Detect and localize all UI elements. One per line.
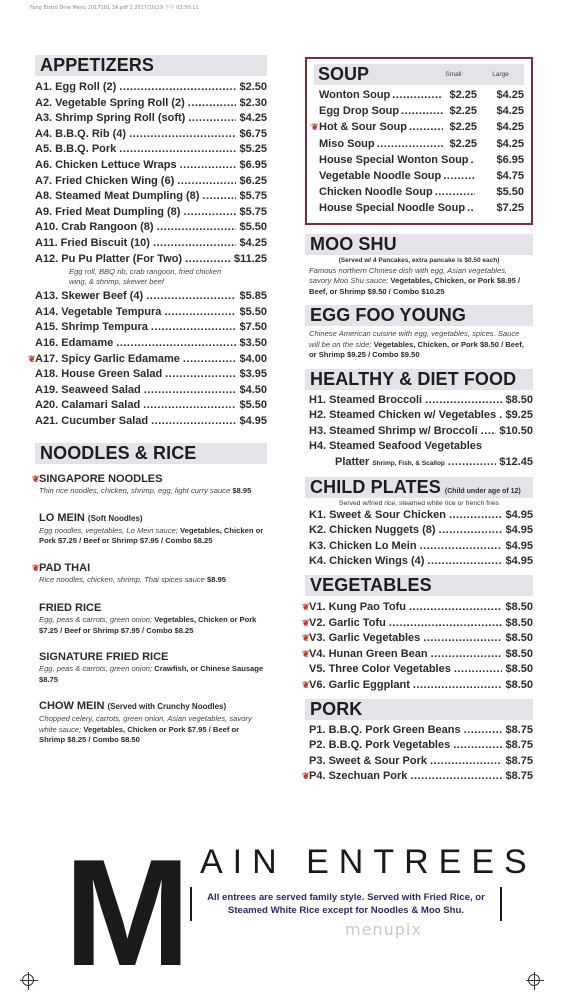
soup-name: Hot & Sour Soup [319, 121, 407, 134]
leader-dots [439, 523, 503, 539]
menu-item-row [35, 305, 267, 321]
soup-header [314, 64, 524, 85]
pork-header [305, 699, 533, 720]
soup-name: Egg Drop Soup [319, 105, 400, 118]
item-name: A5. B.B.Q. Pork [35, 143, 117, 156]
menu-item-row [35, 252, 267, 268]
leader-dots [202, 189, 236, 205]
menu-item-row [309, 523, 533, 539]
item-name: K4. Chicken Wings (4) [309, 555, 425, 568]
item-name: A10. Crab Rangoon (8) [35, 221, 154, 234]
leader-dots [409, 600, 503, 616]
item-price: $2.50 [239, 81, 267, 93]
soup-large-price: $4.25 [496, 137, 524, 150]
pepper-icon: ❦ [32, 562, 40, 573]
menu-item-row [302, 647, 533, 663]
leader-dots [464, 723, 503, 739]
signature-desc: Egg, peas & carrots, green onion; [39, 664, 153, 674]
healthy-h4: H4. Steamed Seafood Vegetables [309, 440, 483, 453]
item-price: $8.75 [505, 770, 533, 783]
noodles-header [35, 443, 267, 464]
item-price: $4.25 [239, 236, 267, 249]
leader-dots [392, 87, 443, 103]
h4-sub: Shrimp, Fish, & Scallop [372, 460, 445, 467]
h4-price: $12.45 [499, 456, 533, 468]
soup-name: House Special Noodle Soup [319, 202, 466, 215]
padthai-price: $8.95 [207, 574, 227, 584]
item-price: $3.95 [239, 368, 267, 381]
pupu-desc: Egg roll, BBQ rib, crab rangoon, fried chicken wing, & shrimp, skewer beef [69, 267, 222, 287]
eggfoo-desc: Chinese American cuisine with egg, vegetables, spices. Sauce will be on the side; [309, 329, 520, 349]
pepper-icon: ❦ [32, 474, 40, 485]
soup-small-label: Small [445, 71, 462, 78]
leader-dots [471, 152, 475, 168]
menu-item-row [302, 678, 533, 694]
menu-item-row [309, 754, 533, 770]
soup-large-price: $5.50 [496, 186, 524, 199]
leader-dots [157, 220, 237, 236]
soup-item-row [314, 200, 524, 216]
item-name: A2. Vegetable Spring Roll (2) [35, 96, 185, 109]
leader-dots [151, 320, 237, 336]
leader-dots [430, 754, 502, 770]
item-price: $8.50 [505, 393, 533, 406]
menu-item-row [309, 393, 533, 409]
leader-dots [164, 305, 236, 321]
signature-options: Crawfish, or Chinese Sausage $8.75 [39, 664, 264, 684]
item-price: $8.50 [505, 616, 533, 629]
child-header [305, 477, 533, 498]
item-name: V4. Hunan Green Bean [309, 647, 428, 660]
registration-mark [22, 974, 34, 986]
item-price: $4.95 [505, 539, 533, 552]
chowmein-options: Vegetables, Chicken or Pork $7.95 / Beef or Shrimp $8.25 / Combo $8.50 [39, 724, 240, 745]
menu-item-row [35, 174, 267, 190]
eggfoo-title: EGG FOO YOUNG [310, 305, 466, 326]
soup-large-price: $4.75 [496, 170, 524, 183]
soup-large-label: Large [492, 71, 509, 78]
item-name: V6. Garlic Eggplant [309, 678, 410, 691]
menu-item-row [35, 220, 267, 236]
item-price: $8.50 [505, 663, 533, 676]
menu-item-row [35, 336, 267, 352]
leader-dots [129, 127, 236, 143]
menu-item-row [309, 723, 533, 739]
menu-item-row [35, 320, 267, 336]
item-name: V3. Garlic Vegetables [309, 632, 421, 645]
leader-dots [116, 336, 236, 352]
leader-dots [467, 200, 475, 216]
pepper-icon: ❦ [302, 601, 310, 612]
leader-dots [165, 367, 236, 383]
leader-dots [183, 352, 237, 368]
veg-list [302, 600, 533, 694]
menu-item-row [35, 236, 267, 252]
child-list [305, 508, 533, 570]
leader-dots [151, 414, 236, 430]
item-price: $8.75 [505, 723, 533, 736]
item-name: A13. Skewer Beef (4) [35, 290, 144, 303]
noodle-signature [35, 650, 267, 685]
mooshu-options: Vegetables, Chicken, or Pork $8.95 / Beef, or Shrimp $9.50 / Combo $10.25 [309, 276, 521, 296]
item-price: $5.50 [239, 305, 267, 318]
item-name: P2. B.B.Q. Pork Vegetables [309, 739, 451, 752]
watermark: menupix [345, 920, 422, 939]
child-note: Served w/fried rice, steamed white rice or french fries [338, 499, 500, 507]
chowmein-desc: Chopped celery, carrots, green onion, Asian vegetables, savory white sauce; [39, 714, 252, 734]
item-name: A8. Steamed Meat Dumpling (8) [35, 190, 200, 203]
item-price: $10.50 [499, 424, 533, 437]
appetizers-list-2 [28, 289, 267, 429]
signature-name: SIGNATURE FRIED RICE [39, 651, 169, 664]
leader-dots [188, 111, 236, 127]
item-name: A1. Egg Roll (2) [35, 81, 117, 93]
leader-dots [453, 738, 502, 754]
friedrice-options: Vegetables, Chicken or Pork $7.25 / Beef or Shrimp $7.95 / Combo $8.25 [39, 615, 257, 635]
item-price: $4.95 [505, 524, 533, 537]
soup-box [305, 57, 533, 225]
soup-item-row [314, 184, 524, 200]
item-name: A15. Shrimp Tempura [35, 321, 148, 334]
menu-item-row [35, 96, 267, 112]
chowmein-sub: (Served with Crunchy Noodles) [107, 702, 227, 712]
menu-item-row [35, 189, 267, 205]
item-name: A20. Calamari Salad [35, 399, 141, 412]
noodle-padthai [32, 561, 267, 586]
leader-dots [481, 424, 497, 440]
item-price: $4.25 [239, 112, 267, 125]
leader-dots [409, 119, 443, 135]
pork-title: PORK [310, 698, 363, 719]
item-name: A7. Fried Chicken Wing (6) [35, 174, 175, 187]
mooshu-header [305, 234, 533, 255]
leader-dots [185, 252, 231, 268]
soup-large-price: $4.25 [496, 105, 524, 118]
menu-item-row [302, 631, 533, 647]
pork-list [302, 723, 533, 785]
leader-dots [427, 554, 502, 570]
item-price: $9.25 [505, 409, 533, 422]
padthai-desc: Rice noodles, chicken, shrimp, Thai spices sauce [39, 574, 205, 584]
menu-item-row [35, 398, 267, 414]
leader-dots [144, 383, 237, 399]
noodle-friedrice [35, 601, 267, 636]
leader-dots [188, 96, 237, 112]
singapore-desc: Thin rice noodles, chicken, shrimp, egg, light curry sauce [39, 486, 231, 496]
item-price: $6.75 [239, 127, 267, 140]
item-price: $5.85 [239, 290, 267, 303]
leader-dots [153, 236, 237, 252]
menu-item-row [309, 408, 533, 424]
chowmein-name: CHOW MEIN [39, 700, 105, 713]
soup-name: Vegetable Noodle Soup [319, 170, 442, 183]
item-name: P1. B.B.Q. Pork Green Beans [309, 723, 461, 736]
item-name: A21. Cucumber Salad [35, 414, 149, 427]
pepper-icon: ❦ [302, 771, 310, 782]
menu-item-row [309, 554, 533, 570]
soup-large-price: $6.95 [496, 153, 524, 166]
soup-item-row [314, 103, 524, 119]
menu-item-row [302, 616, 533, 632]
noodle-singapore [32, 472, 267, 497]
soup-name: Chicken Noodle Soup [319, 186, 433, 199]
friedrice-desc: Egg, peas & carrots, green onion; [39, 615, 153, 625]
leader-dots [435, 184, 475, 200]
soup-item-row [314, 136, 524, 152]
leader-dots [119, 142, 236, 158]
leader-dots [389, 616, 503, 632]
item-price: $11.25 [233, 252, 267, 265]
item-name: K1. Sweet & Sour Chicken [309, 508, 446, 521]
item-price: $5.25 [239, 143, 267, 156]
item-price: $4.95 [505, 508, 533, 521]
pepper-icon: ❦ [302, 633, 310, 644]
leader-dots [377, 136, 443, 152]
item-name: V1. Kung Pao Tofu [309, 600, 406, 613]
item-name: H2. Steamed Chicken w/ Vegetables [309, 409, 497, 422]
pepper-icon: ❦ [28, 353, 36, 364]
item-price: $5.50 [239, 221, 267, 234]
soup-small-price: $2.25 [449, 121, 477, 134]
item-name: A14. Vegetable Tempura [35, 305, 162, 318]
item-price: $8.75 [505, 739, 533, 752]
leader-dots [425, 393, 502, 409]
pepper-icon: ❦ [302, 648, 310, 659]
leader-dots [410, 769, 502, 785]
leader-dots [180, 158, 237, 174]
item-name: K3. Chicken Lo Mein [309, 539, 417, 552]
padthai-name: PAD THAI [39, 561, 91, 574]
item-price: $6.95 [239, 158, 267, 171]
menu-item-row [309, 539, 533, 555]
item-name: H1. Steamed Broccoli [309, 393, 423, 406]
left-column [28, 55, 267, 746]
leader-dots [431, 647, 503, 663]
menu-item-row [302, 600, 533, 616]
leader-dots [177, 174, 236, 190]
soup-item-row [314, 168, 524, 184]
noodle-chowmein [35, 699, 267, 746]
leader-dots [119, 80, 236, 96]
item-name: P3. Sweet & Sour Pork [309, 754, 427, 767]
lomein-options: Vegetables, Chicken or Pork $7.25 / Beef or Shrimp $7.95 / Combo $8.25 [39, 525, 264, 546]
menu-item-row [35, 127, 267, 143]
item-price: $6.25 [239, 174, 267, 187]
healthy-header [305, 369, 533, 390]
soup-large-price: $4.25 [496, 89, 524, 101]
menu-item-row [35, 142, 267, 158]
eggfoo-options: Vegetables, Chicken, or Pork $8.50 / Beef, or Shrimp $9.25 / Combo $9.50 [309, 339, 524, 360]
leader-dots [443, 168, 475, 184]
item-price: $8.75 [505, 754, 533, 767]
mooshu-title: MOO SHU [310, 233, 397, 254]
child-age: (Child under age of 12) [444, 487, 521, 495]
leader-dots [413, 678, 503, 694]
item-price: $5.75 [239, 205, 267, 218]
healthy-h4-platter: Platter Shrimp, Fish, & Scallop ..... $12.45 [305, 455, 533, 472]
mooshu-desc: Famous northern Chinese dish with egg, Asian vegetables, savory Moo Shu sauce; [309, 265, 508, 286]
healthy-title: HEALTHY & DIET FOOD [310, 368, 517, 389]
item-price: $4.95 [505, 555, 533, 568]
main-entrees-title: AIN ENTREES [200, 843, 537, 881]
soup-name: House Special Wonton Soup [319, 153, 469, 166]
appetizers-list [35, 80, 267, 267]
lomein-desc: Egg noodles, vegetables, Lo Mein sauce; [39, 525, 178, 535]
soup-title: SOUP [318, 64, 370, 84]
item-name: V2. Garlic Tofu [309, 616, 386, 629]
item-name: H3. Steamed Shrimp w/ Broccoli [309, 424, 478, 437]
item-name: A9. Fried Meat Dumpling (8) [35, 205, 181, 218]
item-name: A11. Fried Biscuit (10) [35, 236, 150, 249]
soup-item-row [314, 152, 524, 168]
singapore-price: $8.95 [232, 486, 252, 496]
menu-item-row [309, 424, 533, 440]
soup-small-price: $2.25 [449, 105, 477, 118]
leader-dots [423, 631, 502, 647]
eggfoo-header [305, 305, 533, 326]
item-price: $8.50 [505, 600, 533, 613]
item-name: A4. B.B.Q. Rib (4) [35, 127, 127, 140]
menu-item-row [302, 769, 533, 785]
item-price: $8.50 [505, 647, 533, 660]
item-price: $5.75 [239, 190, 267, 203]
item-name: A16. Edamame [35, 336, 114, 349]
item-price: $3.50 [239, 336, 267, 349]
item-price: $7.50 [239, 321, 267, 334]
appetizers-header [35, 55, 267, 76]
item-price: $4.50 [239, 383, 267, 396]
leader-dots [499, 408, 502, 424]
menu-item-row [35, 158, 267, 174]
menu-item-row [35, 367, 267, 383]
main-entrees-big-m: M [64, 828, 187, 998]
soup-item-row [311, 119, 524, 135]
mooshu-note: (Served w/ 4 Pancakes, extra pancake is $0.50 each) [338, 256, 500, 264]
soup-small-price: $2.25 [449, 137, 477, 150]
soup-list [311, 87, 524, 217]
leader-dots [449, 508, 503, 524]
soup-large-price: $4.25 [496, 121, 524, 134]
leader-dots [454, 662, 503, 678]
noodle-lomein [35, 511, 267, 547]
pepper-icon: ❦ [302, 679, 310, 690]
soup-small-price: $2.25 [449, 89, 477, 101]
item-name: K2. Chicken Nuggets (8) [309, 524, 436, 537]
soup-large-price: $7.25 [496, 202, 524, 215]
leader-dots [146, 289, 236, 305]
item-name: A19. Seaweed Salad [35, 383, 141, 396]
soup-item-row [314, 87, 524, 103]
friedrice-name: FRIED RICE [39, 602, 102, 615]
veg-title: VEGETABLES [310, 574, 432, 595]
item-name: A12. Pu Pu Platter (For Two) [35, 252, 183, 265]
leader-dots [401, 103, 443, 119]
soup-name: Miso Soup [319, 137, 375, 150]
menu-item-row [35, 414, 267, 430]
menu-item-row [35, 205, 267, 221]
item-price: $4.00 [239, 352, 267, 365]
item-name: P4. Szechuan Pork [309, 770, 408, 783]
lomein-sub: (Soft Noodles) [87, 513, 143, 523]
item-price: $8.50 [505, 632, 533, 645]
pepper-icon: ❦ [302, 617, 310, 628]
menu-item-row [35, 383, 267, 399]
main-entrees-note: All entrees are served family style. Served with Fried Rice, or Steamed White Rice except for Noodles & Moo Shu. [190, 887, 502, 921]
item-price: $5.50 [239, 399, 267, 412]
healthy-list [305, 393, 533, 440]
leader-dots [420, 539, 503, 555]
menu-item-row [28, 352, 267, 368]
item-name: V5. Three Color Vegetables [309, 663, 451, 676]
item-name: A18. House Green Salad [35, 368, 163, 381]
menu-item-row [309, 508, 533, 524]
item-name: A3. Shrimp Spring Roll (soft) [35, 112, 186, 125]
file-info: Fang Bistro Dine Menu 2017101 3A.pdf 1 2017/10/29 下午 02:50:11 [30, 5, 199, 11]
menu-item-row [35, 111, 267, 127]
item-name: A17. Spicy Garlic Edamame [35, 352, 180, 365]
soup-name: Wonton Soup [319, 89, 391, 101]
menu-item-row [35, 80, 267, 96]
lomein-name: LO MEIN [39, 511, 85, 524]
menu-item-row [35, 289, 267, 305]
noodles-title: NOODLES & RICE [40, 443, 197, 464]
item-price: $4.95 [239, 414, 267, 427]
pepper-icon: ❦ [311, 122, 319, 133]
child-title: CHILD PLATES [310, 476, 441, 497]
right-column [302, 57, 533, 785]
registration-mark [528, 974, 540, 986]
menu-item-row [309, 738, 533, 754]
menu-item-row [309, 662, 533, 678]
singapore-name: SINGAPORE NOODLES [39, 473, 163, 486]
item-price: $8.50 [505, 678, 533, 691]
leader-dots [183, 205, 236, 221]
appetizers-title: APPETIZERS [40, 55, 155, 75]
item-price: $2.30 [239, 96, 267, 109]
leader-dots [143, 398, 236, 414]
veg-header [305, 575, 533, 596]
item-name: A6. Chicken Lettuce Wraps [35, 158, 177, 171]
